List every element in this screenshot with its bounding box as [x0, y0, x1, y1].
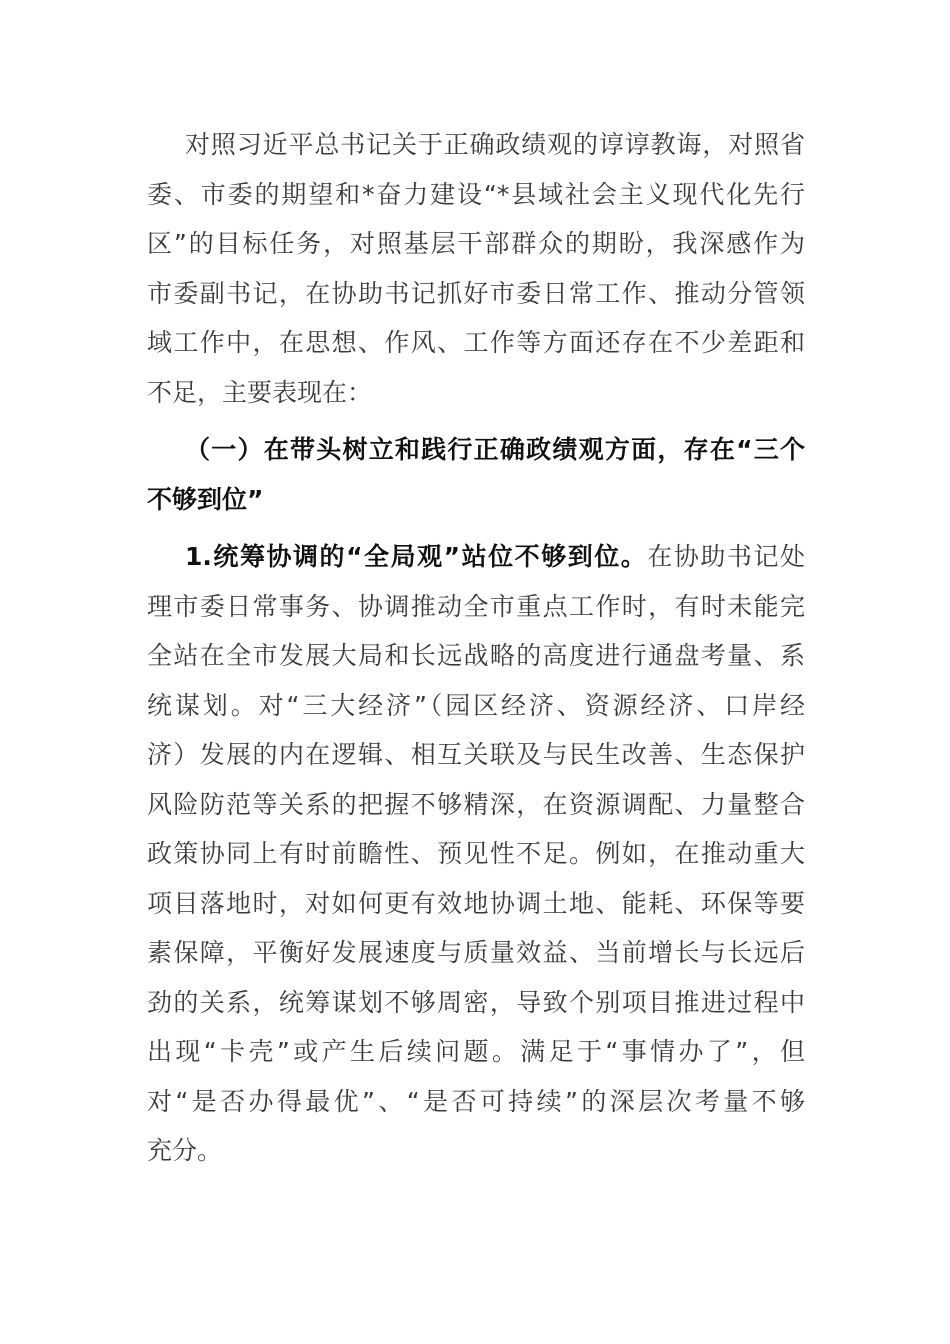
text-line — [147, 532, 805, 582]
text-line: 统谋划。对“三大经济”（园区经济、资源经济、口岸经 — [147, 690, 805, 720]
section-heading — [147, 425, 805, 524]
text-line: 出现“卡壳”或产生后续问题。满足于“事情办了”，但 — [147, 1037, 805, 1066]
text-line: 济）发展的内在逻辑、相互关联及与民生改善、生态保护 — [147, 740, 805, 769]
text-line: 对照习近平总书记关于正确政绩观的谆谆教诲，对照省 — [185, 130, 805, 159]
text-line: 不足，主要表现在： — [147, 377, 373, 407]
point-text: 在协助书记处 — [647, 542, 805, 571]
intro-paragraph — [147, 120, 805, 417]
document-body — [147, 120, 805, 1184]
heading-line: （一）在带头树立和践行正确政绩观方面，存在“三个 — [185, 435, 805, 464]
point-1-paragraph — [147, 532, 805, 1176]
text-line: 域工作中，在思想、作风、工作等方面还存在不少差距和 — [147, 328, 805, 357]
text-line: 劲的关系，统筹谋划不够周密，导致个别项目推进过程中 — [147, 987, 805, 1017]
point-title: 1.统筹协调的“全局观”站位不够到位。 — [185, 542, 648, 571]
text-line: 风险防范等关系的把握不够精深，在资源调配、力量整合 — [147, 789, 805, 819]
heading-line: 不够到位” — [147, 484, 264, 514]
text-line: 素保障，平衡好发展速度与质量效益、当前增长与长远后 — [147, 938, 805, 967]
text-line: 充分。 — [147, 1136, 223, 1165]
text-line: 对“是否办得最优”、“是否可持续”的深层次考量不够 — [147, 1086, 805, 1116]
text-line: 理市委日常事务、协调推动全市重点工作时，有时未能完 — [147, 591, 805, 621]
text-line: 区”的目标任务，对照基层干部群众的期盼，我深感作为 — [147, 229, 805, 258]
text-line: 政策协同上有时前瞻性、预见性不足。例如，在推动重大 — [147, 839, 805, 868]
text-line: 全站在全市发展大局和长远战略的高度进行通盘考量、系 — [147, 641, 805, 670]
text-line: 项目落地时，对如何更有效地协调土地、能耗、环保等要 — [147, 888, 805, 918]
text-line: 市委副书记，在协助书记抓好市委日常工作、推动分管领 — [147, 278, 805, 308]
text-line: 委、市委的期望和*奋力建设“*县域社会主义现代化先行 — [147, 179, 805, 209]
